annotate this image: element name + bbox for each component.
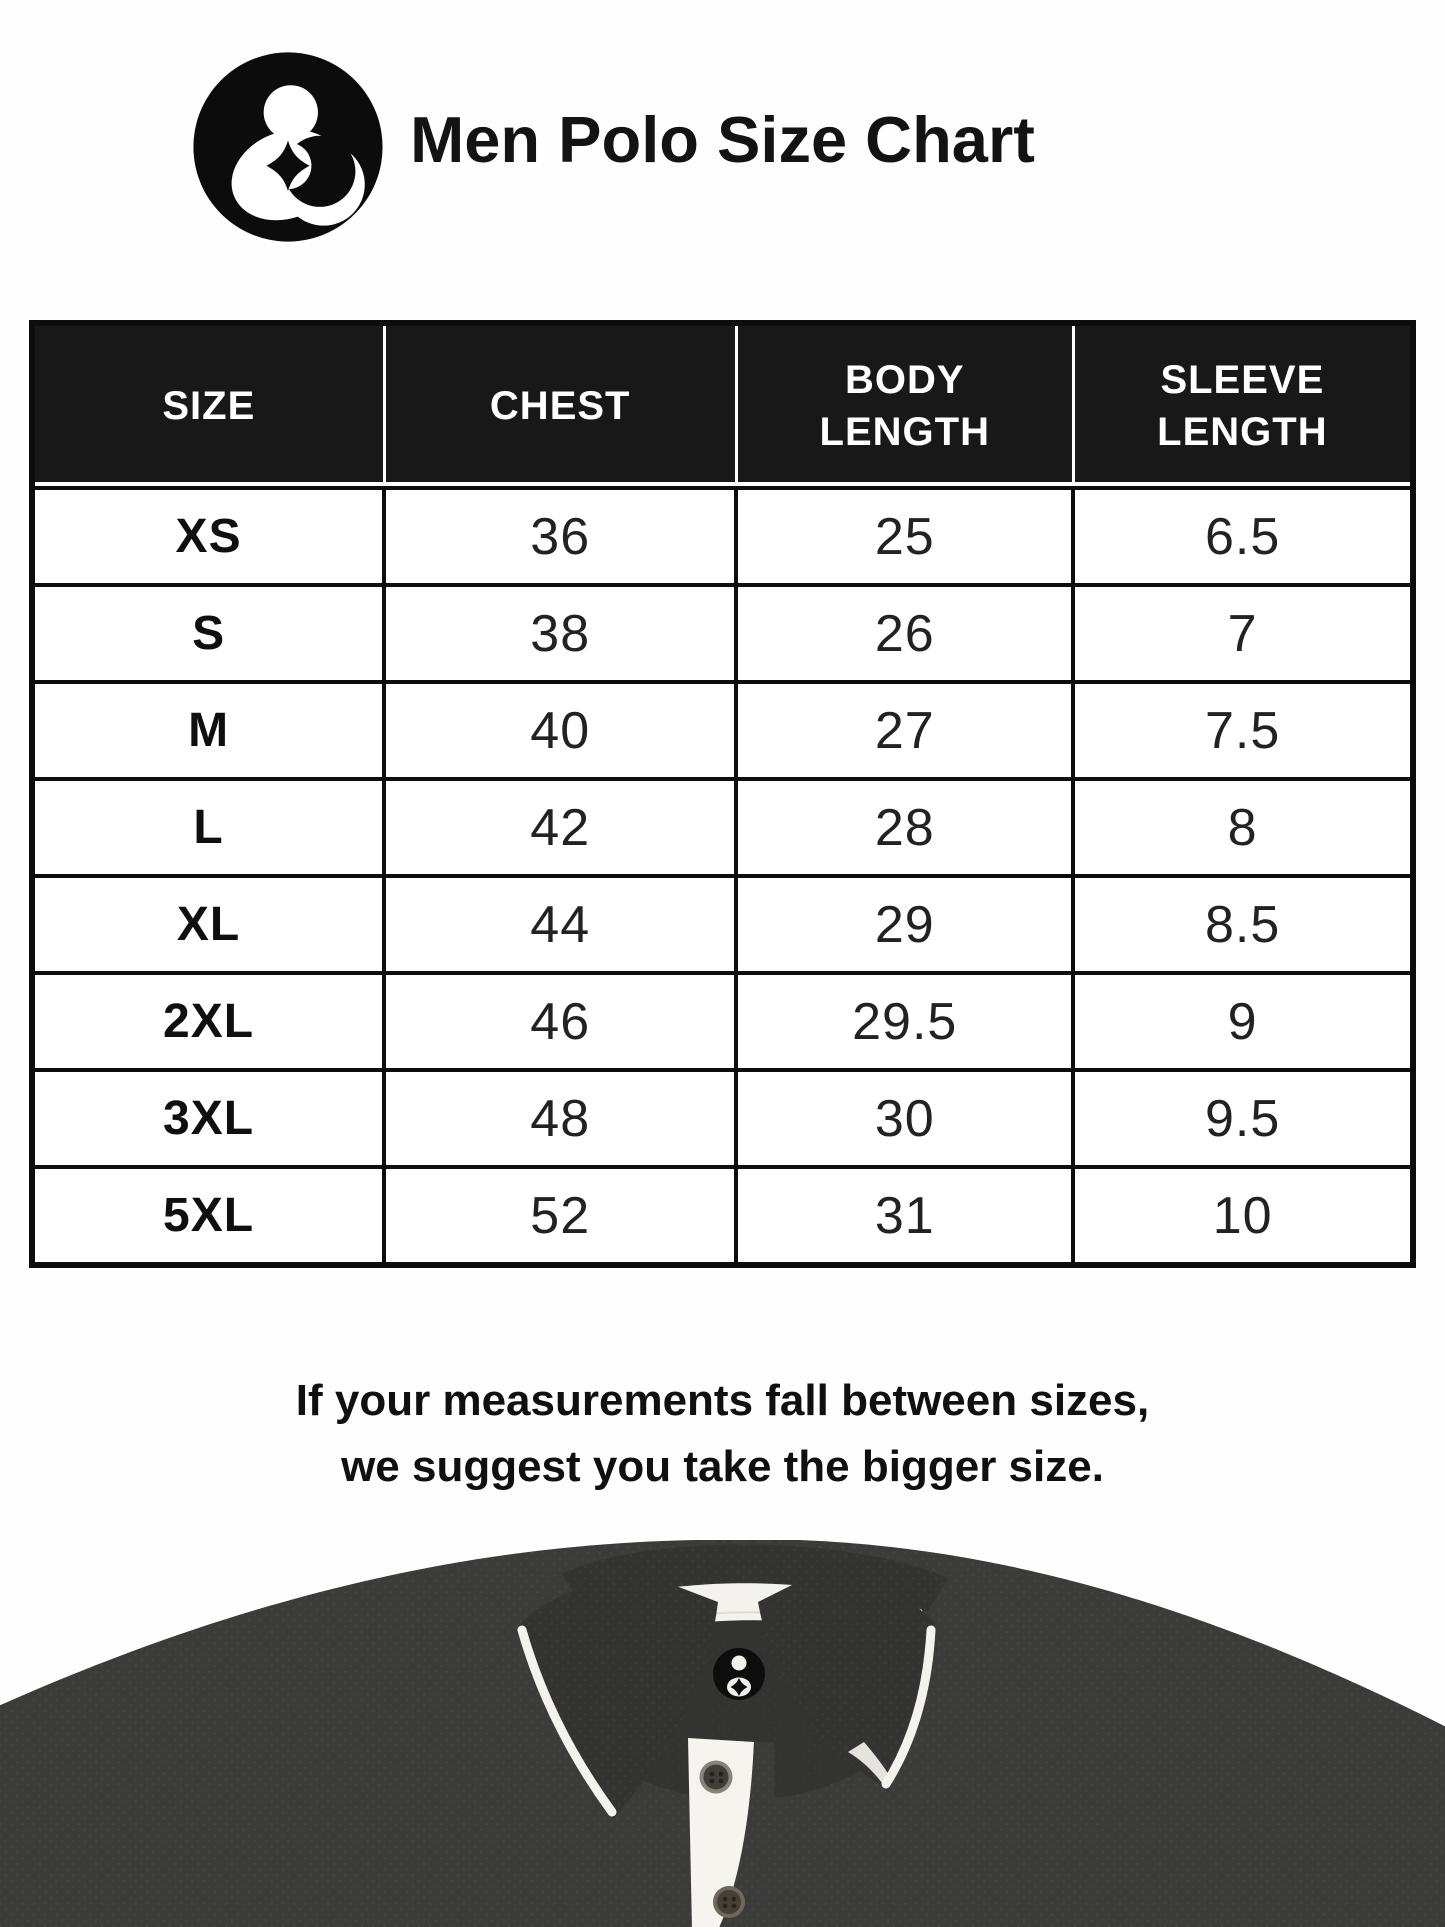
- chest-cell: 42: [384, 779, 736, 876]
- body-length-cell: 27: [736, 682, 1073, 779]
- body-length-cell: 29: [736, 876, 1073, 973]
- size-cell: L: [32, 779, 384, 876]
- table-header-row: [32, 323, 1413, 488]
- size-cell: S: [32, 585, 384, 682]
- table-row: [32, 585, 1413, 682]
- body-length-cell: 28: [736, 779, 1073, 876]
- chest-cell: 40: [384, 682, 736, 779]
- polo-brand-tag-icon: [713, 1648, 765, 1700]
- size-table: [29, 320, 1416, 1268]
- table-row: [32, 973, 1413, 1070]
- polo-button-top: [700, 1761, 733, 1794]
- column-header-body-length: BODY LENGTH: [736, 323, 1073, 488]
- size-cell: M: [32, 682, 384, 779]
- size-cell: XL: [32, 876, 384, 973]
- body-length-cell: 25: [736, 488, 1073, 585]
- chest-cell: 36: [384, 488, 736, 585]
- table-row: [32, 682, 1413, 779]
- sleeve-length-cell: 6.5: [1073, 488, 1413, 585]
- column-header-size: SIZE: [32, 323, 384, 488]
- chest-cell: 52: [384, 1167, 736, 1265]
- column-header-sleeve-length: SLEEVE LENGTH: [1073, 323, 1413, 488]
- sleeve-length-cell: 9.5: [1073, 1070, 1413, 1167]
- sleeve-length-cell: 7: [1073, 585, 1413, 682]
- size-note-line2: we suggest you take the bigger size.: [341, 1442, 1104, 1491]
- body-length-cell: 26: [736, 585, 1073, 682]
- sleeve-length-cell: 8: [1073, 779, 1413, 876]
- chest-cell: 48: [384, 1070, 736, 1167]
- sleeve-length-cell: 8.5: [1073, 876, 1413, 973]
- table-row: [32, 488, 1413, 585]
- sleeve-length-cell: 9: [1073, 973, 1413, 1070]
- table-row: [32, 779, 1413, 876]
- table-row: [32, 1070, 1413, 1167]
- body-length-cell: 29.5: [736, 973, 1073, 1070]
- sleeve-length-cell: 10: [1073, 1167, 1413, 1265]
- size-cell: XS: [32, 488, 384, 585]
- size-cell: 3XL: [32, 1070, 384, 1167]
- body-length-cell: 30: [736, 1070, 1073, 1167]
- header: [0, 0, 1445, 250]
- polo-button-bottom: [713, 1886, 745, 1918]
- sleeve-length-cell: 7.5: [1073, 682, 1413, 779]
- chest-cell: 46: [384, 973, 736, 1070]
- size-cell: 2XL: [32, 973, 384, 1070]
- table-row: [32, 876, 1413, 973]
- page-title: Men Polo Size Chart: [410, 102, 1035, 176]
- body-length-cell: 31: [736, 1167, 1073, 1265]
- chest-cell: 38: [384, 585, 736, 682]
- polo-shirt-image: [0, 1537, 1445, 1927]
- column-header-chest: CHEST: [384, 323, 736, 488]
- table-row: [32, 1167, 1413, 1265]
- chest-cell: 44: [384, 876, 736, 973]
- size-note: [0, 1368, 1445, 1500]
- size-note-line1: If your measurements fall between sizes,: [295, 1376, 1150, 1425]
- size-cell: 5XL: [32, 1167, 384, 1265]
